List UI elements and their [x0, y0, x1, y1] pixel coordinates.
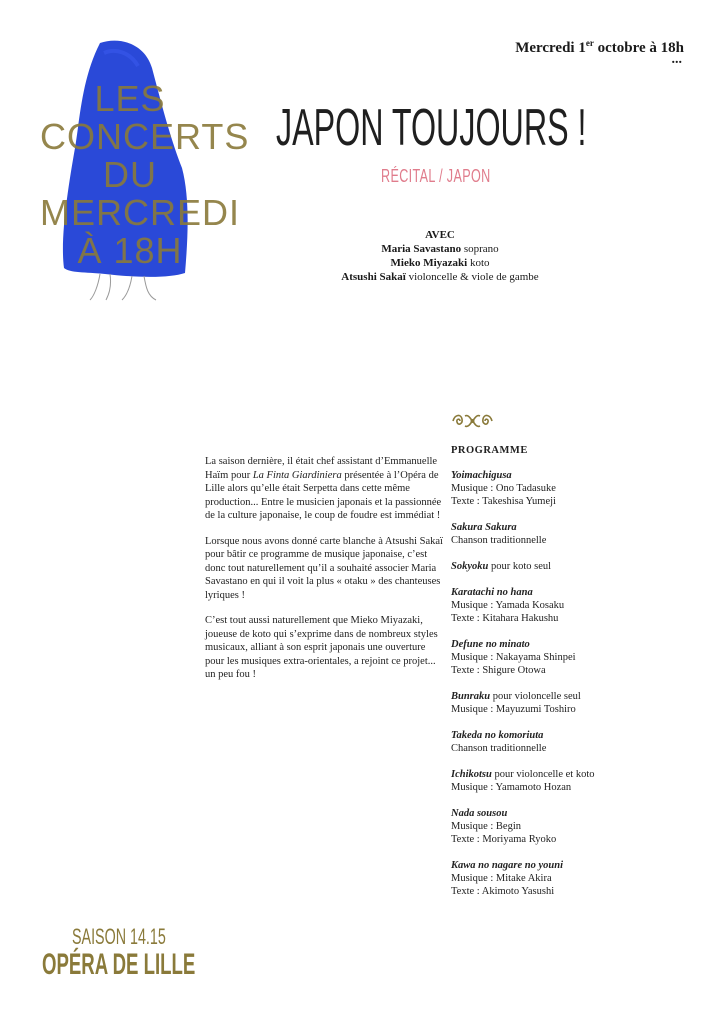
season-label: SAISON 14.15	[72, 924, 166, 949]
piece-detail: Musique : Nakayama Shinpei	[451, 652, 576, 663]
programme-item	[451, 638, 671, 677]
piece-title: Karatachi no hana	[451, 587, 533, 598]
programme-item	[451, 729, 671, 755]
series-title	[40, 78, 250, 271]
piece-detail: Musique : Begin	[451, 821, 521, 832]
piece-title: Nada sousou	[451, 808, 508, 819]
piece-detail: Chanson traditionnelle	[451, 535, 547, 546]
programme-item	[451, 690, 671, 716]
performer-name: Maria Savastano	[381, 243, 462, 255]
piece-title: Defune no minato	[451, 639, 530, 650]
programme-item	[451, 560, 671, 573]
performer-line	[250, 242, 630, 256]
piece-title: Kawa no nagare no youni	[451, 860, 564, 871]
programme-list	[451, 444, 671, 911]
programme-item	[451, 859, 671, 898]
piece-detail: Texte : Takeshisa Yumeji	[451, 496, 556, 507]
performers-block	[250, 228, 630, 284]
opera-logo: OPÉRA DE LILLE	[42, 948, 196, 981]
performer-role: soprano	[461, 243, 499, 255]
concert-date: Mercredi 1er octobre à 18h	[515, 38, 684, 56]
series-line-2: DU MERCREDI	[40, 154, 241, 233]
piece-detail: Musique : Yamamoto Hozan	[451, 782, 572, 793]
programme-item	[451, 807, 671, 846]
piece-instrumentation: pour koto seul	[488, 561, 552, 572]
piece-instrumentation: pour violoncelle et koto	[491, 769, 595, 780]
piece-title: Sakura Sakura	[451, 522, 517, 533]
programme-heading: PROGRAMME	[451, 445, 528, 456]
piece-title: Ichikotsu	[451, 769, 492, 780]
description-text	[205, 455, 445, 694]
italic-title: La Finta Giardiniera	[252, 469, 342, 481]
performer-line	[250, 270, 630, 284]
performer-role: violoncelle & viole de gambe	[405, 271, 539, 283]
series-line-3: À 18H	[77, 230, 183, 271]
piece-detail: Chanson traditionnelle	[451, 743, 547, 754]
date-superscript: er	[585, 38, 594, 48]
series-line-1: LES CONCERTS	[40, 78, 250, 157]
performer-name: Mieko Miyazaki	[390, 257, 468, 269]
paragraph: C’est tout aussi naturellement que Mieko Miyazaki, joueuse de koto qui s’exprime dans de nombreux styles musicaux, alliant à son esprit japonais une ouverture pour les musiques extra-orientales, a rejoint ce projet... un peu fou !	[205, 615, 438, 680]
programme-item	[451, 586, 671, 625]
piece-detail: Musique : Mayuzumi Toshiro	[451, 704, 576, 715]
piece-detail: Texte : Akimoto Yasushi	[451, 886, 555, 897]
page-title: JAPON TOUJOURS !	[276, 99, 587, 157]
programme-item	[451, 469, 671, 508]
ornament-icon	[451, 412, 494, 430]
piece-title: Bunraku	[451, 691, 491, 702]
performer-line	[250, 256, 630, 270]
piece-title: Takeda no komoriuta	[451, 730, 544, 741]
performer-name: Atsushi Sakaï	[341, 271, 406, 283]
piece-detail: Texte : Shigure Otowa	[451, 665, 546, 676]
page-subtitle: RÉCITAL / JAPON	[381, 166, 491, 186]
paragraph: La saison dernière, il était chef assistant d’Emmanuelle Haïm pour La Finta Giardiniera présentée à l’Opéra de Lille alors qu’elle était Serpetta dans cette même production... Entre le musicien japonais et la passionnée de la culture japonaise, le coup de foudre est immédiat !	[205, 456, 442, 521]
piece-detail: Texte : Kitahara Hakushu	[451, 613, 559, 624]
performer-role: koto	[467, 257, 490, 269]
paragraph: Lorsque nous avons donné carte blanche à Atsushi Sakaï pour bâtir ce programme de musique japonaise, c’est donc tout naturellement qu’il a souhaité associer Maria Savastano en qui il voit la plus « otaku » des chanteuses lyriques !	[205, 535, 443, 601]
piece-title: Yoimachigusa	[451, 470, 512, 481]
piece-detail: Musique : Yamada Kosaku	[451, 600, 565, 611]
programme-item	[451, 521, 671, 547]
piece-detail: Texte : Moriyama Ryoko	[451, 834, 557, 845]
piece-detail: Musique : Ono Tadasuke	[451, 483, 556, 494]
programme-item	[451, 768, 671, 794]
piece-instrumentation: pour violoncelle seul	[490, 691, 581, 702]
date-ellipsis: ...	[671, 52, 682, 67]
piece-title: Sokyoku	[451, 561, 489, 572]
performers-heading: AVEC	[425, 229, 455, 241]
piece-detail: Musique : Mitake Akira	[451, 873, 552, 884]
